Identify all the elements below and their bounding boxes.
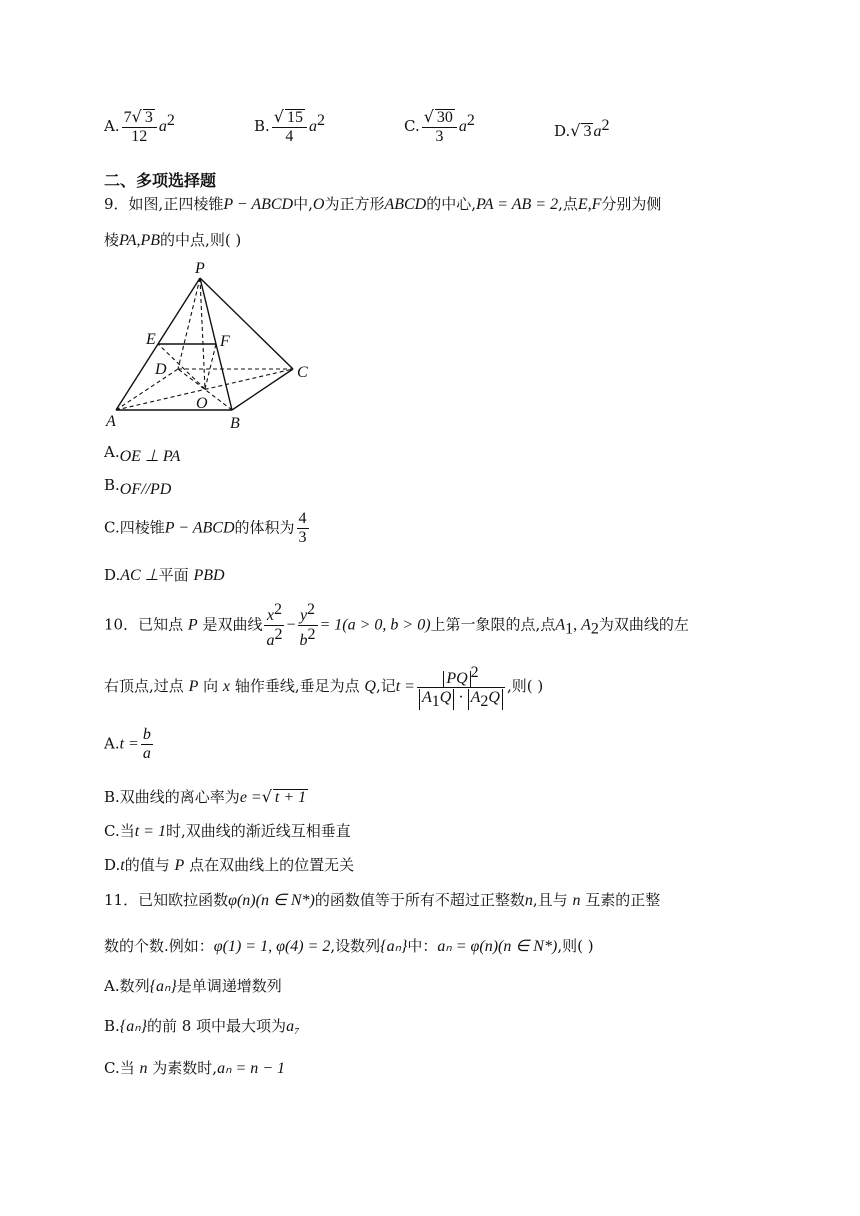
edge-pd (178, 278, 200, 369)
q10-option-c: C.当t = 1时,双曲线的渐近线互相垂直 (104, 822, 351, 840)
fraction: $\frac{b}{a}$ (142, 726, 151, 762)
option-letter: A. (104, 117, 120, 135)
q10-stem-line2: 右顶点,过点 P 向 x 轴作垂线,垂足为点 Q,记t = $\frac{PQ ^2}{A_1Q \cdot A_2Q}$ ,则( ) (104, 664, 544, 710)
fraction: $\frac{x^2}{a^2}$ (266, 601, 283, 649)
label-p: P (195, 260, 205, 277)
fraction: $\frac{PQ ^2}{A_1Q \cdot A_2Q}$ (417, 664, 505, 710)
q10-option-d: D.t的值与 P 点在双曲线上的位置无关 (104, 856, 355, 874)
q8-option-b: B. $\frac{√ 15}{4}$ $a^2$ (254, 107, 325, 145)
label-e: E (146, 331, 156, 348)
edge-pc (200, 278, 293, 369)
q9-option-a: A.OE ⊥ PA (104, 443, 181, 465)
section-title: 二、多项选择题 (104, 171, 217, 190)
question-number: 9． (104, 195, 129, 213)
q8-option-a: A. $\frac{7√ 3}{12}$ $a^2$ (104, 107, 175, 145)
fraction: $\frac{√ 30}{3}$ (422, 108, 457, 146)
q10-option-b: B.双曲线的离心率为e =√ t + 1 (104, 787, 307, 806)
edge-ad (116, 369, 178, 410)
q11-option-b: B.{aₙ}的前 8 项中最大项为a₇ (104, 1017, 300, 1035)
q10-option-a: A.t = $\frac{b}{a}$ (104, 726, 151, 762)
q9-option-b: B.OF//PD (104, 476, 172, 498)
label-f: F (220, 333, 230, 350)
label-c: C (297, 364, 308, 381)
q9-option-d: D.AC ⊥平面 PBD (104, 566, 225, 584)
option-letter: B. (254, 117, 270, 135)
q11-option-a: A.数列{aₙ}是单调递增数列 (104, 977, 282, 995)
label-o: O (196, 395, 208, 412)
fraction: $\frac{7√ 3}{12}$ (122, 108, 157, 146)
option-letter: D. (554, 122, 571, 140)
fraction: $\frac{4}{3}$ (298, 510, 307, 546)
label-a: A (106, 413, 116, 430)
q10-stem-line1: 10．已知点 P 是双曲线 $\frac{x^2}{a^2}$ − $\frac{y^2}{b^2}$ = 1(a > 0, b > 0)上第一象限的点,点$A_1$, $A_2$为双曲线的左 (104, 601, 689, 649)
q8-option-c: C. $\frac{√ 30}{3}$ $a^2$ (404, 107, 475, 145)
fraction: $\frac{y^2}{b^2}$ (299, 601, 316, 649)
segment-of (205, 344, 216, 389)
q9-stem-line1: 9．如图,正四棱锥P − ABCD中,O为正方形ABCD的中心,PA = AB = 2,点E,F分别为侧 (104, 195, 662, 213)
q9-option-c: C.四棱锥P − ABCD的体积为 $\frac{4}{3}$ (104, 510, 307, 546)
label-b: B (230, 415, 240, 432)
label-d: D (155, 361, 167, 378)
q8-option-d: D.√ 3 $a^2$ (554, 117, 610, 140)
edge-bc (232, 369, 293, 410)
q11-stem-line1: 11．已知欧拉函数φ(n)(n ∈ N*)的函数值等于所有不超过正整数n,且与 n 互素的正整 (104, 891, 661, 909)
fraction: $\frac{√ 15}{4}$ (272, 108, 307, 146)
q9-stem-line2: 棱PA,PB的中点,则( ) (104, 231, 242, 249)
pyramid-figure (100, 256, 320, 436)
q11-stem-line2: 数的个数.例如：φ(1) = 1, φ(4) = 2,设数列{aₙ}中：aₙ = φ(n)(n ∈ N*),则( ) (104, 937, 594, 955)
option-letter: C. (404, 117, 420, 135)
q11-option-c: C.当 n 为素数时,aₙ = n − 1 (104, 1059, 286, 1077)
